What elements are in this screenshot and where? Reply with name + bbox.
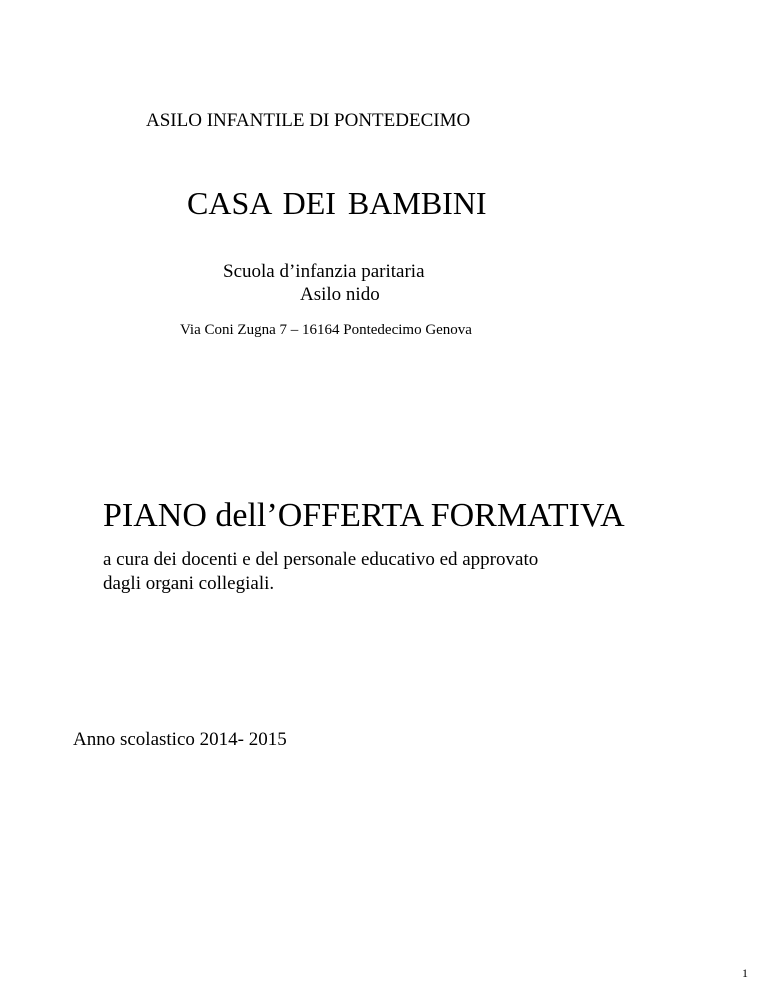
description-line-1: a cura dei docenti e del personale educativo ed approvato (103, 549, 539, 570)
document-title: CASA DEI BAMBINI (187, 185, 487, 221)
page-number: 1 (742, 966, 748, 980)
main-heading: PIANO dell’OFFERTA FORMATIVA (103, 497, 625, 534)
institution-name: ASILO INFANTILE DI PONTEDECIMO (146, 110, 471, 131)
subtitle-nursery: Asilo nido (300, 284, 380, 305)
address-line: Via Coni Zugna 7 – 16164 Pontedecimo Genova (180, 322, 472, 338)
description-line-2: dagli organi collegiali. (103, 573, 275, 594)
subtitle-school-type: Scuola d’infanzia paritaria (223, 261, 425, 282)
school-year: Anno scolastico 2014- 2015 (73, 729, 287, 750)
